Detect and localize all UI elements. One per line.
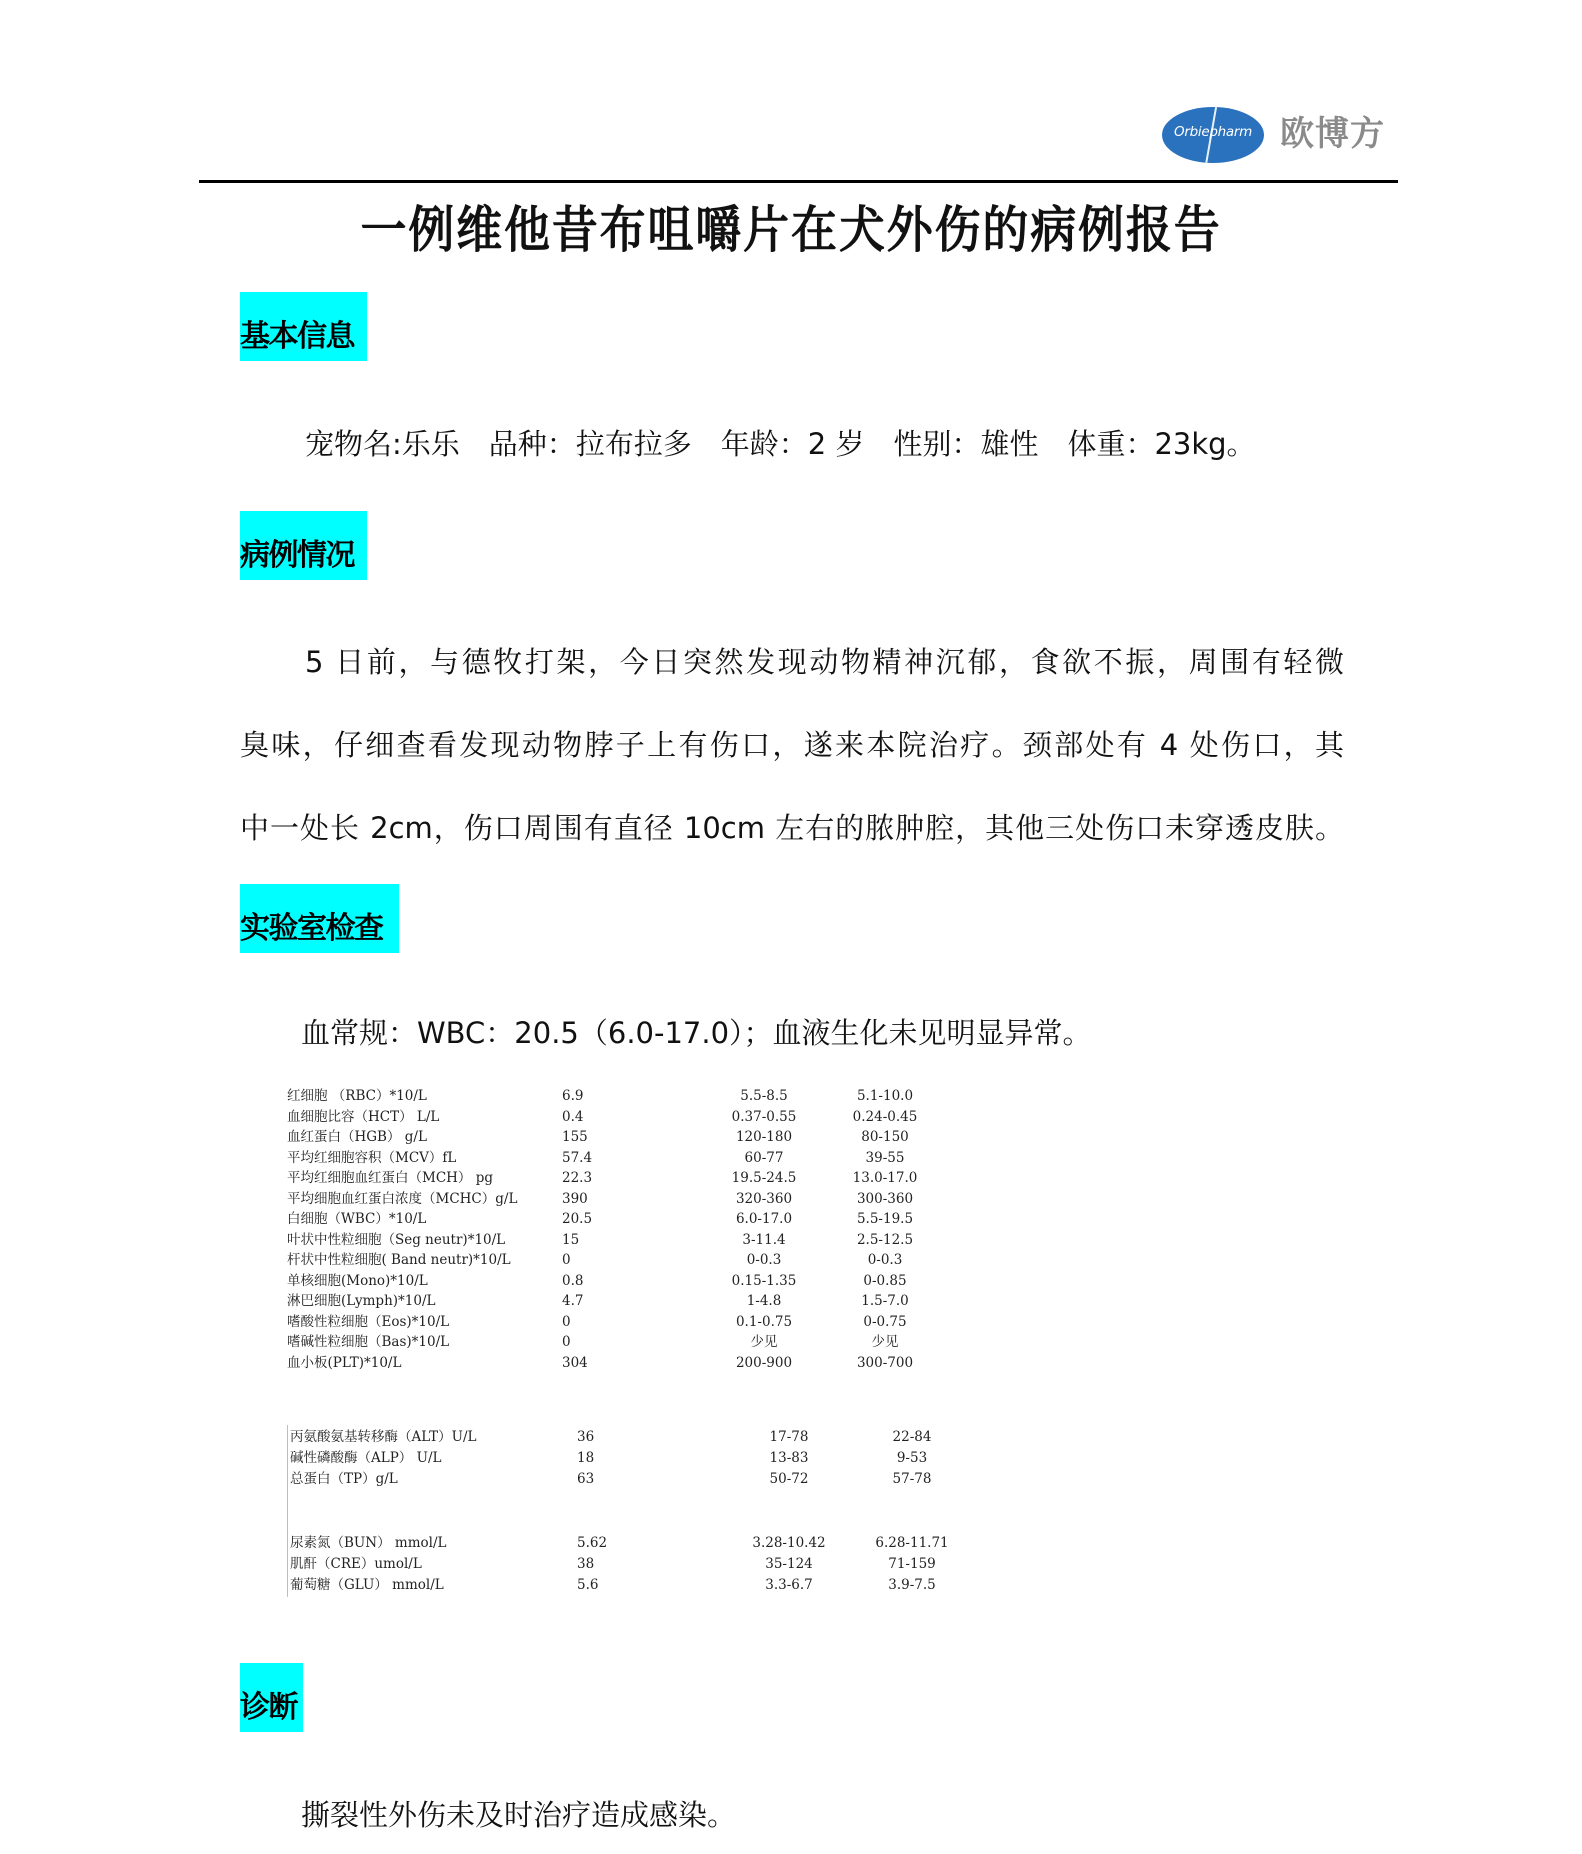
test-value: 18	[577, 1450, 595, 1466]
reference-range-2: 300-360	[856, 1190, 914, 1207]
reference-range-2: 3.9-7.5	[888, 1577, 936, 1593]
test-value: 5.62	[577, 1535, 608, 1551]
test-name: 杆状中性粒细胞( Band neutr)*10/L	[287, 1252, 511, 1268]
reference-range-1: 3.28-10.42	[752, 1535, 826, 1551]
test-name: 单核细胞(Mono)*10/L	[287, 1272, 428, 1289]
section-heading-lab: 实验室检查	[240, 884, 399, 953]
test-name: 叶状中性粒细胞（Seg neutr)*10/L	[287, 1231, 506, 1248]
test-name: 嗜酸性粒细胞（Eos)*10/L	[287, 1313, 450, 1330]
reference-range-2: 22-84	[892, 1429, 932, 1445]
reference-range-2: 39-55	[865, 1149, 905, 1166]
case-paragraph-line-1: 5 日前，与德牧打架，今日突然发现动物精神沉郁，食欲不振，周围有轻微	[305, 645, 1344, 679]
test-value: 0	[562, 1313, 571, 1330]
test-value: 63	[577, 1471, 595, 1487]
reference-range-1: 320-360	[735, 1190, 793, 1207]
reference-range-2: 71-159	[888, 1556, 936, 1572]
test-name: 总蛋白（TP）g/L	[290, 1471, 398, 1487]
diagnosis-text: 撕裂性外伤未及时治疗造成感染。	[301, 1798, 737, 1832]
test-value: 155	[562, 1129, 588, 1145]
test-name: 红细胞 （RBC）*10/L	[287, 1088, 427, 1104]
reference-range-2: 0-0.75	[863, 1313, 907, 1330]
section-heading-diagnosis: 诊断	[240, 1663, 303, 1732]
reference-range-1: 3-11.4	[742, 1231, 786, 1248]
reference-range-2: 300-700	[856, 1354, 914, 1371]
test-value: 0.4	[562, 1108, 584, 1125]
reference-range-1: 120-180	[735, 1129, 793, 1145]
reference-range-1: 50-72	[769, 1471, 809, 1487]
test-value: 0	[562, 1252, 571, 1268]
biochem-results-table	[290, 1427, 990, 1607]
reference-range-1: 200-900	[735, 1354, 793, 1371]
reference-range-1: 0.1-0.75	[735, 1313, 793, 1330]
reference-range-1: 3.3-6.7	[765, 1577, 813, 1593]
cbc-results-table	[287, 1086, 987, 1386]
test-name: 平均红细胞血红蛋白（MCH） pg	[287, 1170, 493, 1186]
test-name: 白细胞（WBC）*10/L	[287, 1211, 427, 1227]
reference-range-1: 19.5-24.5	[731, 1170, 797, 1186]
reference-range-2: 5.1-10.0	[856, 1088, 914, 1104]
test-value: 304	[562, 1354, 588, 1371]
test-name: 血红蛋白（HGB） g/L	[287, 1129, 427, 1145]
test-value: 0.8	[562, 1272, 584, 1289]
test-name: 葡萄糖（GLU） mmol/L	[290, 1577, 444, 1593]
test-name: 丙氨酸氨基转移酶（ALT）U/L	[290, 1429, 477, 1445]
table-left-border	[287, 1425, 288, 1597]
test-value: 0	[562, 1334, 571, 1350]
reference-range-2: 5.5-19.5	[856, 1211, 914, 1227]
reference-range-2: 0-0.3	[867, 1252, 903, 1268]
section-heading-case: 病例情况	[240, 511, 367, 580]
test-name: 血细胞比容（HCT） L/L	[287, 1108, 440, 1125]
reference-range-1: 17-78	[769, 1429, 809, 1445]
test-name: 嗜碱性粒细胞（Bas)*10/L	[287, 1334, 450, 1350]
test-name: 血小板(PLT)*10/L	[287, 1354, 402, 1371]
reference-range-2: 6.28-11.71	[875, 1535, 949, 1551]
reference-range-2: 少见	[871, 1334, 899, 1350]
reference-range-1: 0.37-0.55	[731, 1108, 797, 1125]
lab-summary-text: 血常规：WBC：20.5（6.0-17.0）；血液生化未见明显异常。	[301, 1016, 1092, 1050]
reference-range-1: 13-83	[769, 1450, 809, 1466]
test-value: 390	[562, 1190, 588, 1207]
basic-info-text: 宠物名:乐乐 品种：拉布拉多 年龄：2 岁 性别：雄性 体重：23kg。	[305, 427, 1256, 461]
reference-range-2: 9-53	[896, 1450, 928, 1466]
test-name: 尿素氮（BUN） mmol/L	[290, 1535, 447, 1551]
reference-range-2: 57-78	[892, 1471, 932, 1487]
case-paragraph-line-3: 中一处长 2cm，伤口周围有直径 10cm 左右的脓肿腔，其他三处伤口未穿透皮肤。	[240, 811, 1344, 845]
logo-chinese-name: 欧博方	[1280, 114, 1385, 154]
reference-range-1: 0-0.3	[746, 1252, 782, 1268]
reference-range-1: 0.15-1.35	[731, 1272, 797, 1289]
reference-range-1: 60-77	[744, 1149, 784, 1166]
section-heading-basic-info: 基本信息	[240, 292, 367, 361]
reference-range-1: 6.0-17.0	[735, 1211, 793, 1227]
reference-range-1: 少见	[750, 1334, 778, 1350]
reference-range-2: 0.24-0.45	[852, 1108, 918, 1125]
test-value: 57.4	[562, 1149, 593, 1166]
reference-range-2: 80-150	[861, 1129, 909, 1145]
test-value: 22.3	[562, 1170, 593, 1186]
test-name: 平均细胞血红蛋白浓度（MCHC）g/L	[287, 1190, 518, 1207]
reference-range-2: 13.0-17.0	[852, 1170, 918, 1186]
document-title: 一例维他昔布咀嚼片在犬外伤的病例报告	[360, 200, 1222, 259]
test-name: 碱性磷酸酶（ALP） U/L	[290, 1450, 442, 1466]
reference-range-2: 2.5-12.5	[856, 1231, 914, 1248]
test-value: 38	[577, 1556, 595, 1572]
test-value: 36	[577, 1429, 595, 1445]
test-value: 5.6	[577, 1577, 599, 1593]
test-value: 15	[562, 1231, 580, 1248]
logo-brand-text: Orbiepharm	[1174, 124, 1252, 140]
test-value: 4.7	[562, 1293, 584, 1309]
reference-range-1: 1-4.8	[746, 1293, 782, 1309]
orbiepharm-logo	[1162, 107, 1264, 163]
reference-range-1: 5.5-8.5	[740, 1088, 788, 1104]
test-value: 20.5	[562, 1211, 593, 1227]
reference-range-2: 1.5-7.0	[861, 1293, 909, 1309]
case-paragraph-line-2: 臭味，仔细查看发现动物脖子上有伤口，遂来本院治疗。颈部处有 4 处伤口，其	[240, 728, 1344, 762]
test-name: 平均红细胞容积（MCV）fL	[287, 1149, 457, 1166]
reference-range-2: 0-0.85	[863, 1272, 907, 1289]
reference-range-1: 35-124	[765, 1556, 813, 1572]
test-name: 淋巴细胞(Lymph)*10/L	[287, 1293, 436, 1309]
header-divider	[199, 180, 1398, 183]
test-value: 6.9	[562, 1088, 584, 1104]
test-name: 肌酐（CRE）umol/L	[290, 1556, 422, 1572]
